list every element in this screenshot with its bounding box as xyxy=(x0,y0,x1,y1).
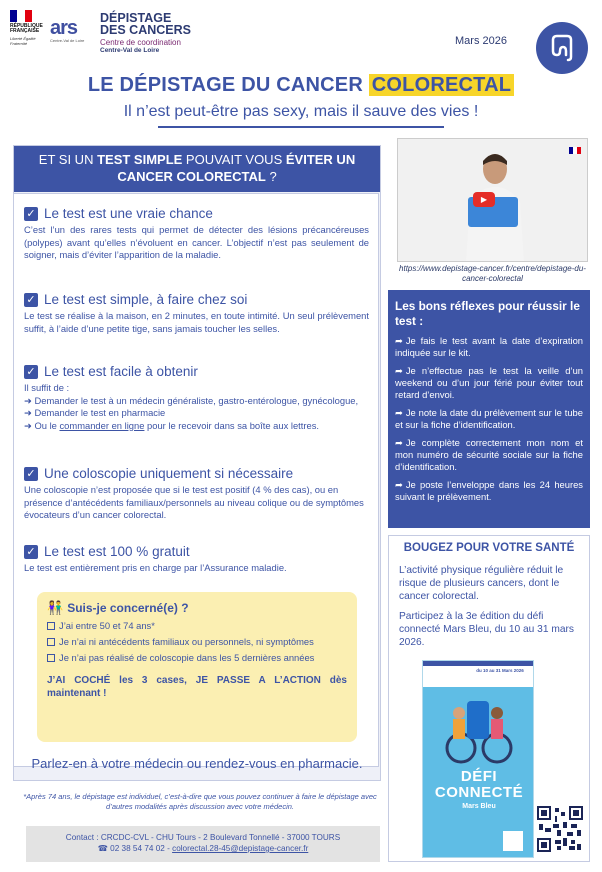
list-item xyxy=(24,395,369,408)
checkbox-icon: ✓ xyxy=(24,207,38,221)
french-flag-icon xyxy=(10,10,32,22)
checkbox-icon: ✓ xyxy=(24,365,38,379)
list-item xyxy=(24,407,369,420)
subtitle: Il n’est peut-être pas sexy, mais il sauve des vies ! xyxy=(123,103,479,120)
talk-doctor: Parlez-en à votre médecin ou rendez-vous en pharmacie. xyxy=(31,756,363,771)
dep-region: Centre-Val de Loire xyxy=(100,47,160,54)
checkbox-icon: ✓ xyxy=(24,545,38,559)
reflex-item xyxy=(395,479,583,503)
concern-checkbox-2[interactable] xyxy=(47,636,347,648)
poster-band xyxy=(423,661,534,666)
ars-logo xyxy=(50,18,98,50)
item-title-text: Une coloscopie uniquement si nécessaire xyxy=(44,466,294,481)
depistage-logo xyxy=(100,12,240,55)
footnote: *Après 74 ans, le dépistage est individuel, c’est-à-dire que vous pouvez continuer à faire le dépistage avec d’autres modalités après discussion avec votre médecin. xyxy=(23,792,377,811)
ars-label: ars xyxy=(50,17,78,39)
concern-action: J’AI COCHÉ les 3 cases, JE PASSE A L’ACTION dès maintenant ! xyxy=(47,675,347,699)
banner-part1: ET SI UN xyxy=(38,152,98,167)
item-title xyxy=(24,466,369,481)
item-facile xyxy=(24,364,369,432)
item-title-text: Le test est facile à obtenir xyxy=(44,364,198,379)
poster-mars-bleu: Mars Bleu xyxy=(462,803,496,810)
reflex-item xyxy=(395,365,583,401)
contact-address: Contact : CRCDC-CVL - CHU Tours - 2 Boulevard Tonnellé - 37000 TOURS xyxy=(65,833,341,842)
reflex-item xyxy=(395,335,583,359)
reflex-text: Je n’effectue pas le test la veille d’un weekend ou d’un jour férié pour éviter tout retard d’envoi. xyxy=(395,365,583,400)
poster-defi: DÉFI CONNECTÉ xyxy=(434,768,524,801)
health-p2: Participez à la 3e édition du défi connecté Mars Bleu, du 10 au 31 mars 2026. xyxy=(399,611,574,649)
reflex-item xyxy=(395,407,583,431)
item-body: C’est l’un des rares tests qui permet de détecter des lésions précancéreuses (polypes) avant qu’elles n’évoluent en cancer. L’objectif n’est pas seulement de soigner, mais d’éviter l’apparition de la maladie. xyxy=(24,224,369,261)
video-thumbnail[interactable] xyxy=(397,138,588,262)
item-body: Le test se réalise à la maison, en 2 minutes, en toute intimité. Un seul prélèvement suffit, à l’aide d’une petite tige, sans jamais toucher les selles. xyxy=(24,310,369,334)
arrow-icon: ➜ xyxy=(24,419,35,431)
subtitle-underline xyxy=(158,126,444,128)
qr-code-icon[interactable] xyxy=(537,806,583,852)
list-item-text: Ou le xyxy=(34,419,60,431)
play-icon[interactable]: ▶ xyxy=(473,192,495,207)
item-coloscopie xyxy=(24,466,369,522)
item-body xyxy=(24,382,369,432)
reflex-text: Je complète correctement mon nom et mon numéro de sécurité sociale sur la fiche d’identification. xyxy=(395,437,583,472)
phone-icon: ☎ xyxy=(97,844,111,853)
dep-line1: DÉPISTAGE xyxy=(100,11,172,25)
dep-line2: DES CANCERS xyxy=(100,23,191,37)
arrow-icon: ➜ xyxy=(24,407,35,419)
reflex-item xyxy=(395,437,583,473)
concern-checkbox-label: Je n’ai ni antécédents familiaux ou personnels, ni symptômes xyxy=(59,636,314,647)
share-arrow-icon: ➦ xyxy=(395,407,403,418)
list-item-text: pour le recevoir dans sa boîte aux lettres. xyxy=(144,419,320,431)
item-gratuit xyxy=(24,544,369,575)
header xyxy=(0,0,602,78)
poster-dates: du 10 au 31 Mars 2026 xyxy=(476,668,524,673)
list-item xyxy=(24,420,369,433)
reflex-text: Je note la date du prélèvement sur le tube et sur la fiche d’identification. xyxy=(395,407,583,430)
rf-label: RÉPUBLIQUE FRANÇAISE xyxy=(10,23,43,34)
item-simple xyxy=(24,292,369,335)
item-body: Une coloscopie n’est proposée que si le test est positif (4 % des cas), ou en présence d’antécédents familiaux/personnels au niveau colique ou de symptômes évocateurs d’un cancer colorectal. xyxy=(24,484,364,521)
reflex-text: Je poste l’enveloppe dans les 24 heures suivant le prélèvement. xyxy=(395,479,583,502)
item-title-text: Le test est 100 % gratuit xyxy=(44,544,190,559)
item-intro: Il suffit de : xyxy=(24,382,70,393)
intestine-icon xyxy=(536,22,588,74)
main-title-highlight: COLORECTAL xyxy=(369,74,514,96)
concern-title xyxy=(47,600,347,616)
presenter-image xyxy=(460,147,530,262)
share-arrow-icon: ➦ xyxy=(395,365,403,376)
checkbox-square-icon[interactable] xyxy=(47,654,55,662)
contact-phone[interactable]: 02 38 54 74 02 xyxy=(110,844,165,853)
commander-en-ligne-link[interactable]: commander en ligne xyxy=(59,419,145,431)
item-body: Le test est entièrement pris en charge par l’Assurance maladie. xyxy=(24,562,287,573)
mars-bleu-poster[interactable] xyxy=(422,660,534,858)
contact-box xyxy=(26,826,380,862)
banner-bold2: ÉVITER UN CANCER COLORECTAL xyxy=(117,152,356,184)
republique-francaise-logo xyxy=(10,10,46,56)
rf-motto: Liberté Égalité Fraternité xyxy=(10,36,36,46)
health-p1: L’activité physique régulière réduit le risque de plusieurs cancers, dont le cancer colorectal. xyxy=(399,565,564,603)
people-icon: 👫 xyxy=(47,600,64,615)
item-chance xyxy=(24,206,369,262)
banner-bold1: TEST SIMPLE xyxy=(97,152,183,167)
banner-part3: ? xyxy=(265,169,277,184)
contact-email-link[interactable]: colorectal.28-45@depistage-cancer.fr xyxy=(172,844,309,853)
checkbox-square-icon[interactable] xyxy=(47,638,55,646)
ars-sub: Centre-Val de Loire xyxy=(50,38,85,43)
arrow-icon: ➜ xyxy=(24,394,35,406)
concern-title-text: Suis-je concerné(e) ? xyxy=(67,601,189,615)
reflex-text: Je fais le test avant la date d’expiration indiquée sur le kit. xyxy=(395,335,583,358)
concern-checkbox-3[interactable] xyxy=(47,652,347,664)
item-title-text: Le test est une vraie chance xyxy=(44,206,213,221)
reflexes-box xyxy=(388,290,590,528)
health-title: BOUGEZ POUR VOTRE SANTÉ xyxy=(403,542,575,554)
item-title xyxy=(24,544,369,559)
dep-center: Centre de coordination xyxy=(100,38,181,47)
reflexes-title: Les bons réflexes pour réussir le test : xyxy=(395,299,580,328)
checkbox-icon: ✓ xyxy=(24,467,38,481)
contact-line2 xyxy=(26,843,380,854)
contact-sep: - xyxy=(164,844,173,853)
list-item-text: Demander le test à un médecin généraliste, gastro-entérologue, gynécologue, xyxy=(34,394,359,406)
banner-part2: POUVAIT VOUS xyxy=(182,152,286,167)
concern-box xyxy=(37,592,357,742)
checkbox-square-icon[interactable] xyxy=(47,622,55,630)
item-title-text: Le test est simple, à faire chez soi xyxy=(44,292,248,307)
poster-qr-icon xyxy=(503,831,523,851)
poster-illustration xyxy=(431,693,527,767)
french-flag-icon xyxy=(569,147,581,154)
main-title-prefix: LE DÉPISTAGE DU CANCER xyxy=(87,74,369,96)
checkbox-icon: ✓ xyxy=(24,293,38,307)
share-arrow-icon: ➦ xyxy=(395,335,403,346)
share-arrow-icon: ➦ xyxy=(395,479,403,490)
item-title xyxy=(24,206,369,221)
main-title xyxy=(0,74,602,97)
concern-checkbox-1[interactable] xyxy=(47,620,347,632)
date: Mars 2026 xyxy=(455,35,507,47)
item-title xyxy=(24,292,369,307)
test-banner xyxy=(14,146,380,192)
item-title xyxy=(24,364,369,379)
concern-checkbox-label: J’ai entre 50 et 74 ans* xyxy=(59,620,155,631)
video-url[interactable]: https://www.depistage-cancer.fr/centre/depistage-du-cancer-colorectal xyxy=(399,264,586,283)
list-item-text: Demander le test en pharmacie xyxy=(34,407,166,419)
concern-checkbox-label: Je n’ai pas réalisé de coloscopie dans les 5 dernières années xyxy=(59,652,315,663)
share-arrow-icon: ➦ xyxy=(395,437,403,448)
